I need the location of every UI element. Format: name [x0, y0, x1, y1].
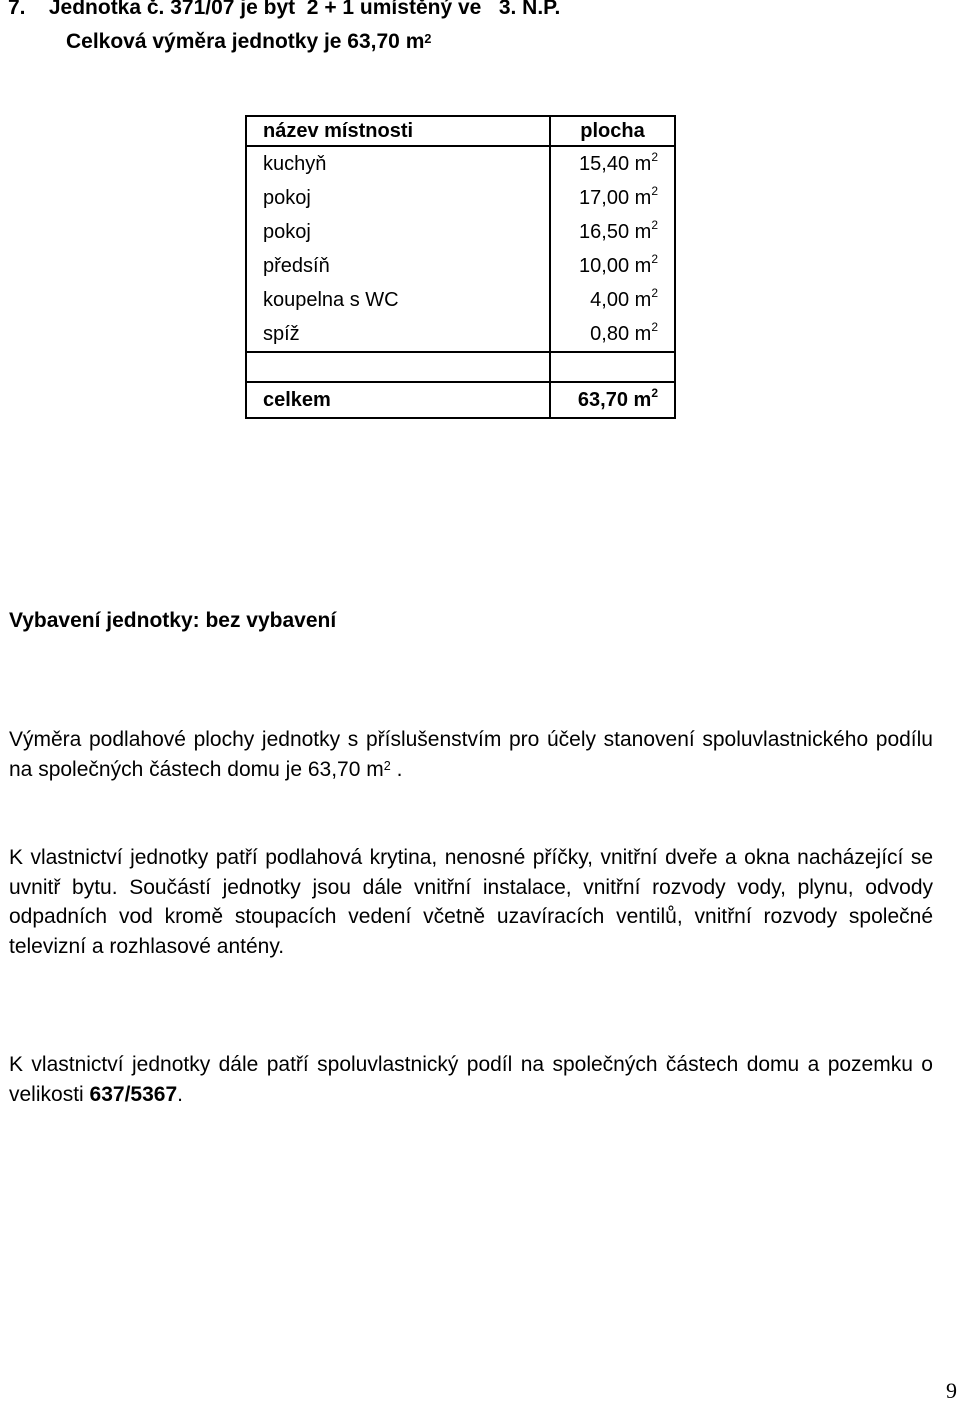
superscript: 2: [651, 285, 658, 300]
superscript: 2: [651, 251, 658, 266]
room-name-cell: kuchyň: [246, 146, 550, 181]
superscript: 2: [651, 319, 658, 334]
area-value: 16,50 m: [579, 220, 652, 243]
area-value: 4,00 m: [590, 288, 652, 311]
room-area-cell: [550, 215, 675, 249]
room-name-cell: pokoj: [246, 181, 550, 215]
room-area-cell: [550, 249, 675, 283]
column-header-room-name: název místnosti: [246, 116, 550, 146]
room-name-cell: spíž: [246, 317, 550, 352]
superscript: 2: [383, 758, 391, 773]
area-value: 0,80 m: [590, 322, 652, 345]
table-row: [246, 215, 675, 249]
area-value: 10,00 m: [579, 254, 652, 277]
ownership-paragraph-2: [9, 1050, 933, 1109]
superscript: 2: [424, 32, 432, 46]
table-total-row: [246, 382, 675, 418]
table-row: [246, 283, 675, 317]
room-name-cell: koupelna s WC: [246, 283, 550, 317]
total-label-cell: celkem: [246, 382, 550, 418]
column-header-area: plocha: [550, 116, 675, 146]
floor-area-text: Výměra podlahové plochy jednotky s příslušenstvím pro účely stanovení spoluvlastnického podílu na společných částech domu je 63,70 m: [9, 728, 933, 781]
superscript: 2: [651, 183, 658, 198]
total-area-cell: [550, 382, 675, 418]
table-row: [246, 317, 675, 352]
ownership-text: K vlastnictví jednotky dále patří spoluvlastnický podíl na společných částech domu a pozemku o velikosti: [9, 1053, 933, 1106]
area-value: 17,00 m: [579, 186, 652, 209]
ownership-share: 637/5367: [89, 1082, 178, 1106]
total-area-heading: [66, 30, 431, 54]
table-blank-row: [246, 352, 675, 382]
table-row: [246, 146, 675, 181]
blank-cell: [246, 352, 550, 382]
equipment-line: Vybavení jednotky: bez vybavení: [9, 609, 337, 632]
rooms-table: [245, 115, 676, 419]
room-name-cell: pokoj: [246, 215, 550, 249]
table-row: [246, 249, 675, 283]
room-name-cell: předsíň: [246, 249, 550, 283]
section-heading: 7. Jednotka č. 371/07 je byt 2 + 1 umístěný ve 3. N.P.: [8, 0, 561, 19]
superscript: 2: [651, 217, 658, 232]
superscript: 2: [651, 149, 658, 164]
total-area-text: Celková výměra jednotky je 63,70 m: [66, 30, 425, 53]
room-area-cell: [550, 146, 675, 181]
area-value: 15,40 m: [579, 152, 652, 175]
ownership-paragraph-1: K vlastnictví jednotky patří podlahová krytina, nenosné příčky, vnitřní dveře a okna nacházející se uvnitř bytu. Součástí jednotky jsou dále vnitřní instalace, vnitřní rozvody vody, plynu, odvody odpadních vod kromě stoupacích vedení včetně uzavíracích ventilů, vnitřní rozvody společné televizní a rozhlasové antény.: [9, 846, 933, 958]
floor-area-paragraph: [9, 725, 933, 784]
room-area-cell: [550, 317, 675, 352]
total-area-value: 63,70 m: [577, 388, 652, 411]
room-area-cell: [550, 283, 675, 317]
superscript: 2: [651, 385, 658, 400]
page-number: 9: [946, 1378, 957, 1403]
table-header-row: [246, 116, 675, 146]
blank-cell: [550, 352, 675, 382]
floor-area-end: .: [390, 757, 403, 781]
table-row: [246, 181, 675, 215]
room-area-cell: [550, 181, 675, 215]
ownership-end: .: [177, 1082, 183, 1106]
